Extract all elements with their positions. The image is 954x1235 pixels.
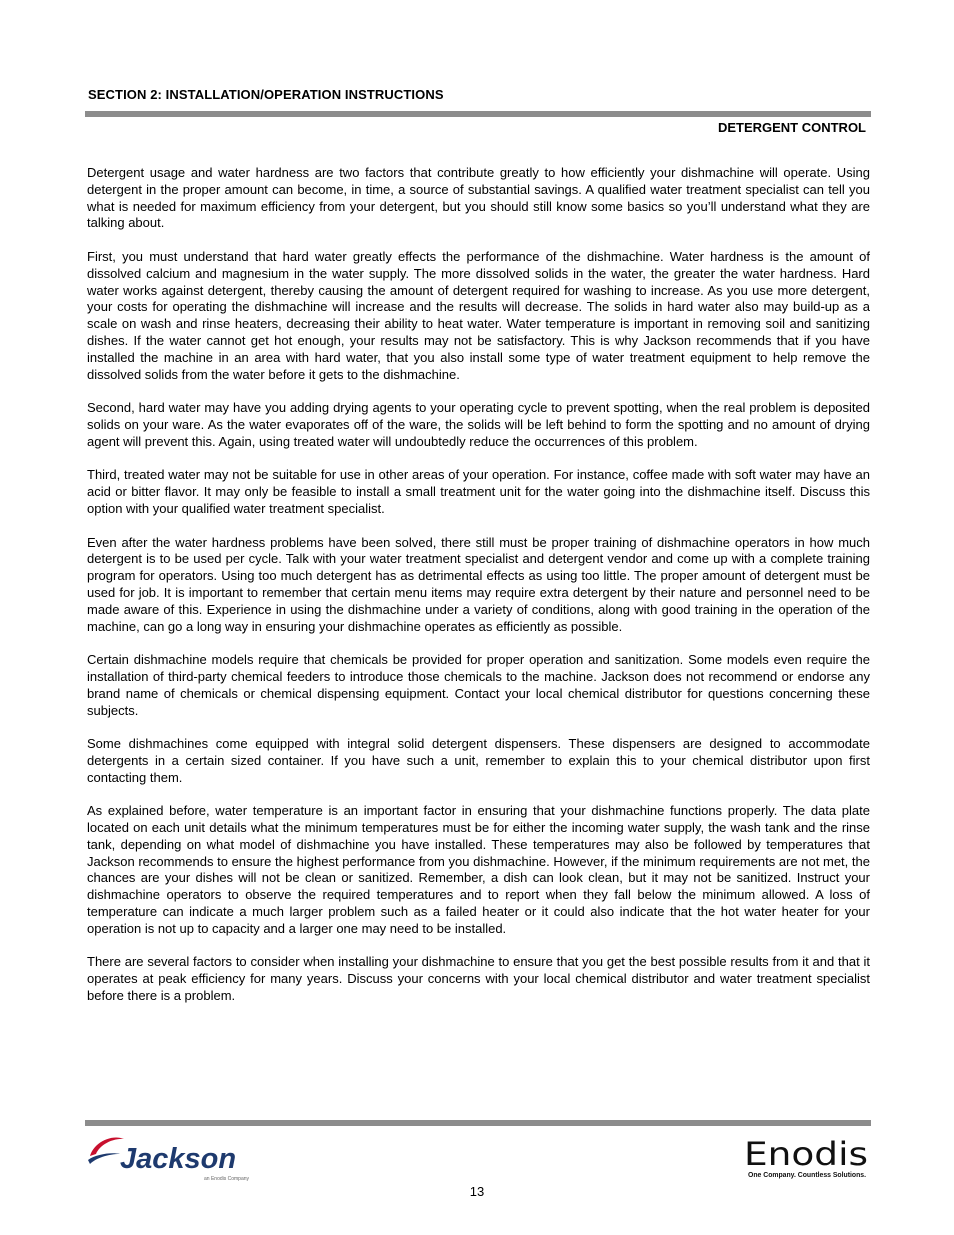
subsection-title: DETERGENT CONTROL xyxy=(717,120,866,135)
paragraph: Detergent usage and water hardness are two factors that contribute greatly to how efficiently your dishmachine will operate. Using detergent in the proper amount can become, in time, a source of substantial savings. A qualified water treatment specialist can tell you what is needed for maximum efficiency from your detergent, but you should still know some basics so you’ll understand what they are talking about. xyxy=(87,165,870,231)
paragraph: Second, hard water may have you adding drying agents to your operating cycle to prevent spotting, when the real problem is deposited solids on your ware. As the water evaporates off of the ware, the solids will be left behind to form the spotting and no amount of drying agent will prevent this. Again, using treated water will undoubtedly reduce the occurrences of this problem. xyxy=(87,400,870,449)
jackson-logo-tagline: an Enodis Company xyxy=(204,1176,250,1182)
paragraph: Some dishmachines come equipped with integral solid detergent dispensers. These dispensers are designed to accommodate detergents in a certain sized container. If you have such a unit, remember to explain this to your chemical distributor upon first contacting them. xyxy=(87,736,870,785)
enodis-logo-text: Enodis xyxy=(744,1135,868,1173)
enodis-logo-tagline: One Company. Countless Solutions. xyxy=(748,1172,867,1179)
top-divider xyxy=(85,111,871,117)
bottom-divider xyxy=(85,1120,871,1126)
section-title: SECTION 2: INSTALLATION/OPERATION INSTRUCTIONS xyxy=(88,87,444,102)
paragraph: Third, treated water may not be suitable for use in other areas of your operation. For instance, coffee made with soft water may have an acid or bitter flavor. It may only be feasible to install a small treatment unit for the water going into the dishmachine itself. Discuss this option with your qualified water treatment specialist. xyxy=(87,467,870,516)
body-text xyxy=(87,165,870,1022)
jackson-logo-text: Jackson xyxy=(120,1143,237,1175)
paragraph: There are several factors to consider when installing your dishmachine to ensure that you get the best possible results from it and that it operates at peak efficiency for many years. Discuss your concerns with your local chemical distributor and water treatment specialist before there is a problem. xyxy=(87,954,870,1004)
jackson-swoosh-icon xyxy=(90,1138,124,1156)
paragraph: First, you must understand that hard water greatly effects the performance of the dishmachine. Water hardness is the amount of dissolved calcium and magnesium in the water supply. The more dissolved solids in the water, the greater the water hardness. Hard water works against detergent, thereby causing the amount of detergent required for washing to increase. As you use more detergent, your costs for operating the dishmachine will increase and the results will decrease. The solids in hard water also may build-up as a scale on wash and rinse heaters, decreasing their ability to heat water. Water temperature is important in removing soil and sanitizing dishes. If the water cannot get hot enough, your results may not be satisfactory. This is why Jackson recommends that if you have installed the machine in an area with hard water, that you also install some type of water treatment equipment to help remove the dissolved solids from the water before it gets to the dishmachine. xyxy=(87,248,870,382)
page-number: 13 xyxy=(469,1184,485,1199)
enodis-logo xyxy=(744,1132,870,1180)
jackson-logo xyxy=(86,1130,266,1182)
paragraph: Even after the water hardness problems have been solved, there still must be proper training of dishmachine operators in how much detergent is to be used per cycle. Talk with your water treatment specialist and detergent vendor and come up with a complete training program for operators. Using too much detergent has as detrimental effects as using too little. The proper amount of detergent must be used for job. It is important to remember that certain menu items may require extra detergent by their nature and personnel need to be made aware of this. Experience in using the dishmachine under a variety of conditions, along with good training in the operation of the machine, can go a long way in ensuring your dishmachine operates as efficiently as possible. xyxy=(87,534,870,634)
paragraph: As explained before, water temperature is an important factor in ensuring that your dishmachine functions properly. The data plate located on each unit details what the minimum temperatures must be for either the incoming water supply, the wash tank and the rinse tank, depending on what model of dishmachine you have installed. These temperatures may also be followed by temperatures that Jackson recommends to ensure the highest performance from you dishmachine. However, if the minimum requirements are not met, the chances are your dishes will not be clean or sanitized. Remember, a dish can look clean, but it may not be sanitized. Instruct your dishmachine operators to observe the required temperatures and to report when they fall below the minimum allowed. A loss of temperature can indicate a much larger problem such as a failed heater or it could also indicate that the hot water heater for your operation is not up to capacity and a larger one may need to be installed. xyxy=(87,803,870,936)
paragraph: Certain dishmachine models require that chemicals be provided for proper operation and sanitization. Some models even require the installation of third-party chemical feeders to introduce those chemicals to the machine. Jackson does not recommend or endorse any brand name of chemicals or chemical dispensing equipment. Contact your local chemical distributor for questions concerning these subjects. xyxy=(87,652,870,718)
